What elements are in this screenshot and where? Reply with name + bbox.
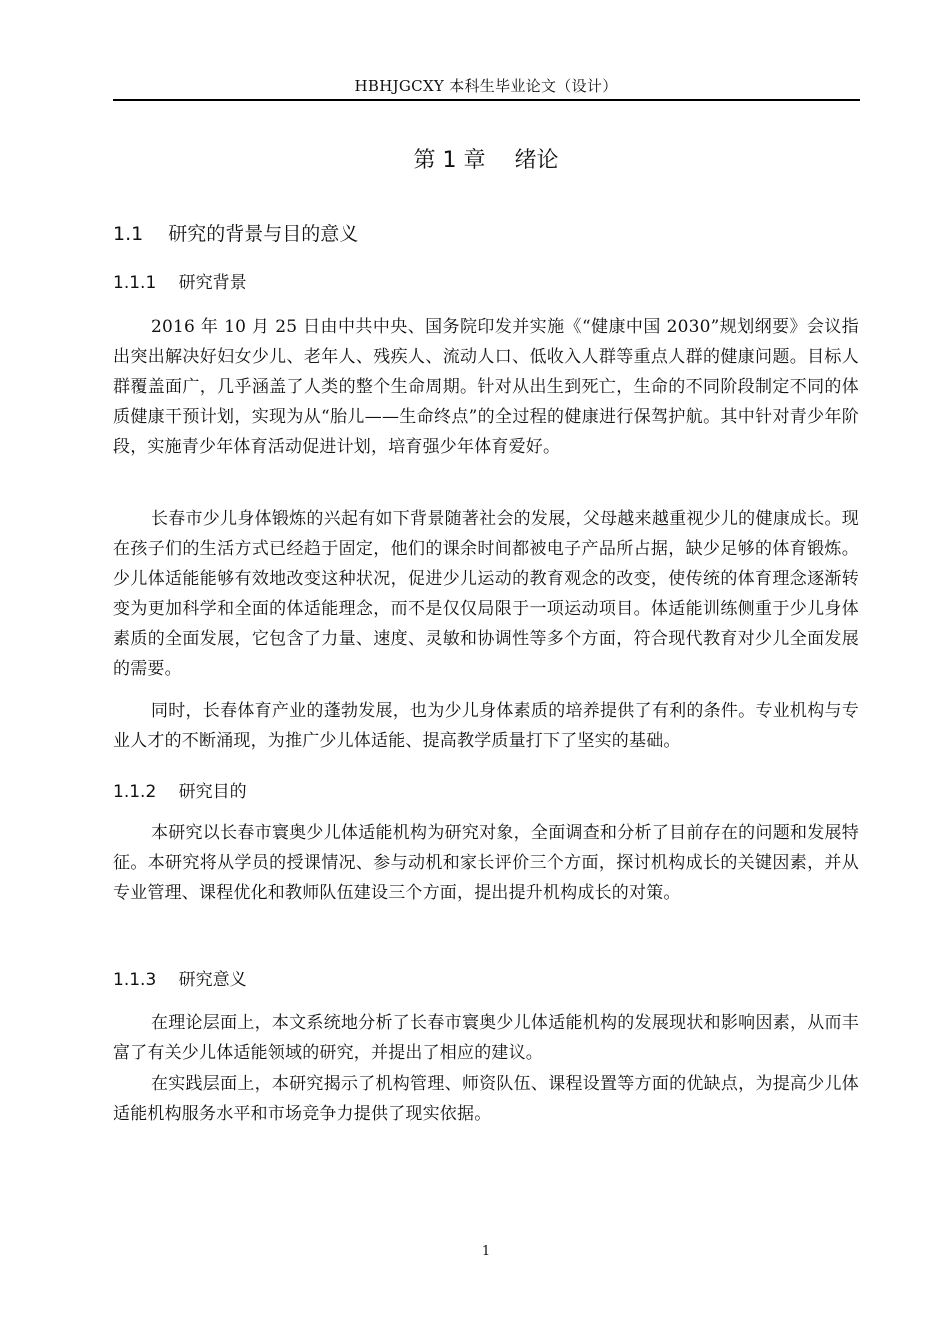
- subsection-heading-1-1-2: 1.1.2 研究目的: [113, 782, 247, 802]
- header-rule: [113, 99, 860, 101]
- paragraph-purpose: 本研究以长春市寰奥少儿体适能机构为研究对象，全面调查和分析了目前存在的问题和发展特征。本研究将从学员的授课情况、参与动机和家长评价三个方面，探讨机构成长的关键因素，并从专业管理、课程优化和教师队伍建设三个方面，提出提升机构成长的对策。: [113, 823, 859, 903]
- paragraph-significance-2: 在实践层面上，本研究揭示了机构管理、师资队伍、课程设置等方面的优缺点，为提高少儿体适能机构服务水平和市场竞争力提供了现实依据。: [113, 1074, 859, 1124]
- running-header: HBHJGCXY 本科生毕业论文（设计）: [354, 77, 618, 95]
- page-number: 1: [481, 1244, 491, 1259]
- paragraph-background-2: 长春市少儿身体锻炼的兴起有如下背景随著社会的发展，父母越来越重视少儿的健康成长。现在孩子们的生活方式已经趋于固定，他们的课余时间都被电子产品所占据，缺少足够的体育锻炼。少儿体适能能够有效地改变这种状况，促进少儿运动的教育观念的改变，使传统的体育理念逐渐转变为更加科学和全面的体适能理念，而不是仅仅局限于一项运动项目。体适能训练侧重于少儿身体素质的全面发展，它包含了力量、速度、灵敏和协调性等多个方面，符合现代教育对少儿全面发展的需要。: [113, 509, 859, 679]
- paragraph-significance-1: 在理论层面上，本文系统地分析了长春市寰奥少儿体适能机构的发展现状和影响因素，从而丰富了有关少儿体适能领域的研究，并提出了相应的建议。: [113, 1013, 859, 1063]
- subsection-heading-1-1-1: 1.1.1 研究背景: [113, 273, 247, 293]
- paragraph-background-1: 2016 年 10 月 25 日由中共中央、国务院印发并实施《“健康中国 2030”规划纲要》会议指出突出解决好妇女少儿、老年人、残疾人、流动人口、低收入人群等重点人群的健康问题。目标人群覆盖面广，几乎涵盖了人类的整个生命周期。针对从出生到死亡，生命的不同阶段制定不同的体质健康干预计划，实现为从“胎儿——生命终点”的全过程的健康进行保驾护航。其中针对青少年阶段，实施青少年体育活动促进计划，培育强少年体育爱好。: [113, 317, 859, 457]
- section-heading-1-1: 1.1 研究的背景与目的意义: [113, 223, 359, 245]
- chapter-title: 第 1 章 绪论: [413, 148, 559, 173]
- paragraph-background-3: 同时，长春体育产业的蓬勃发展，也为少儿身体素质的培养提供了有利的条件。专业机构与专业人才的不断涌现，为推广少儿体适能、提高教学质量打下了坚实的基础。: [113, 701, 859, 751]
- subsection-heading-1-1-3: 1.1.3 研究意义: [113, 970, 247, 990]
